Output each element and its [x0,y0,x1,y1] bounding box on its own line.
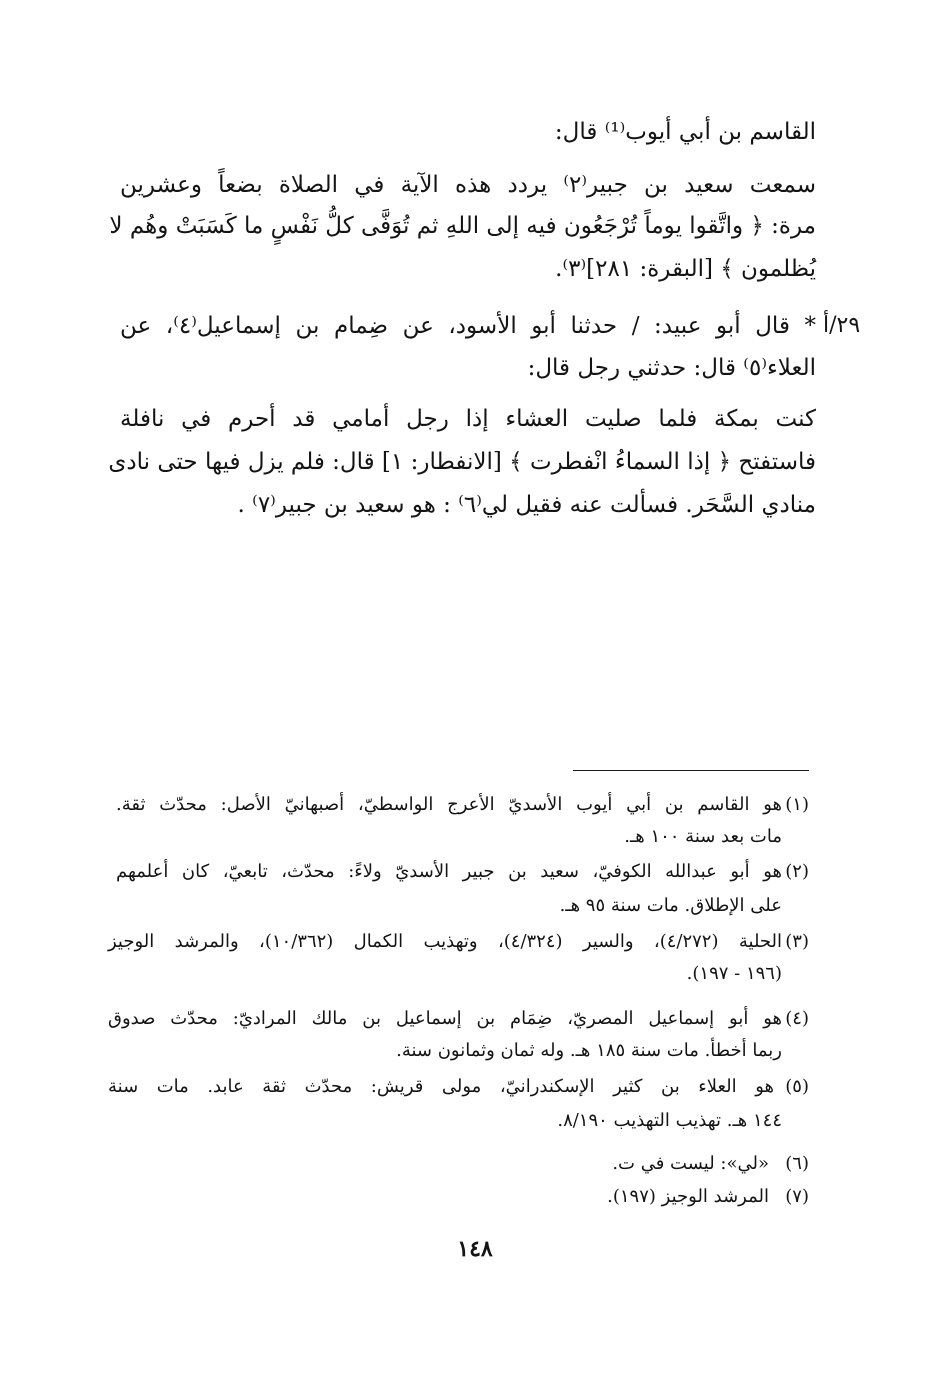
footnote-continuation: ١٤٤ هـ. تهذيب التهذيب ٨/١٩٠. [557,1110,782,1131]
body-line: سمعت سعيد بن جبير⁽٢⁾ يردد هذه الآية في الصلاة بضعاً وعشرين [120,172,816,198]
narration-line: * قال أبو عبيد: / حدثنا أبو الأسود، عن ضِمام بن إسماعيل⁽٤⁾، عن [120,313,816,339]
footnote-continuation: ربما أخطأ. مات سنة ١٨٥ هـ. وله ثمان وثمانون سنة. [396,1040,782,1061]
page-number: ١٤٨ [457,1236,493,1262]
footnote-number: (٢) [785,861,809,882]
body-line: مرة: ﴿ واتَّقوا يوماً تُرْجَعُون فيه إلى اللهِ ثم تُوَفَّى كلُّ نَفْسٍ ما كَسَبَتْ وهُم لا [109,213,816,239]
body-line: فاستفتح ﴿ إذا السماءُ انْفطرت ﴾ [الانفطار: ١] قال: فلم يزل فيها حتى نادى [108,449,816,475]
narrator-intro-1: القاسم بن أبي أيوب⁽¹⁾ قال: [554,119,816,145]
footnote-text: المرشد الوجيز (١٩٧). [607,1186,769,1207]
manuscript-folio-ref: ٢٩/أ [823,313,861,338]
footnote-continuation: على الإطلاق. مات سنة ٩٥ هـ. [559,895,782,916]
footnote-number: (٧) [785,1186,809,1207]
footnote-number: (٣) [785,931,809,952]
footnote-number: (٦) [785,1153,809,1174]
body-line: منادي السَّحَر. فسألت عنه فقيل لي⁽٦⁾ : هو سعيد بن جبير⁽٧⁾ . [237,492,816,518]
narration-line: العلاء⁽٥⁾ قال: حدثني رجل قال: [527,355,816,381]
footnote-continuation: (١٩٦ - ١٩٧). [686,963,782,984]
footnote-continuation: مات بعد سنة ١٠٠ هـ. [624,826,782,847]
footnote-text: هو أبو إسماعيل المصريّ، ضِمَام بن إسماعيل بن مالك المراديّ: محدّث صدوق [108,1008,782,1029]
footnote-text: الحلية (٤/٢٧٢)، والسير (٤/٣٢٤)، وتهذيب الكمال (١٠/٣٦٢)، والمرشد الوجيز [108,931,783,952]
body-line: يُظلمون ﴾ [البقرة: ٢٨١]⁽٣⁾. [555,256,816,282]
footnote-separator [573,770,809,771]
footnote-number: (١) [785,794,809,815]
footnote-number: (٤) [785,1008,809,1029]
footnote-number: (٥) [785,1076,809,1097]
body-line: كنت بمكة فلما صليت العشاء إذا رجل أمامي قد أحرم في نافلة [120,406,816,432]
footnote-text: هو العلاء بن كثير الإسكندرانيّ، مولى قريش: محدّث ثقة عابد. مات سنة [108,1076,774,1097]
footnote-text: هو القاسم بن أبي أيوب الأسديّ الأعرج الواسطيّ، أصبهانيّ الأصل: محدّث ثقة. [116,794,782,815]
footnote-text: هو أبو عبدالله الكوفيّ، سعيد بن جبير الأسديّ ولاءً: محدّث، تابعيّ، كان أعلمهم [116,861,782,882]
footnote-text: «لي»: ليست في ت. [612,1153,769,1174]
